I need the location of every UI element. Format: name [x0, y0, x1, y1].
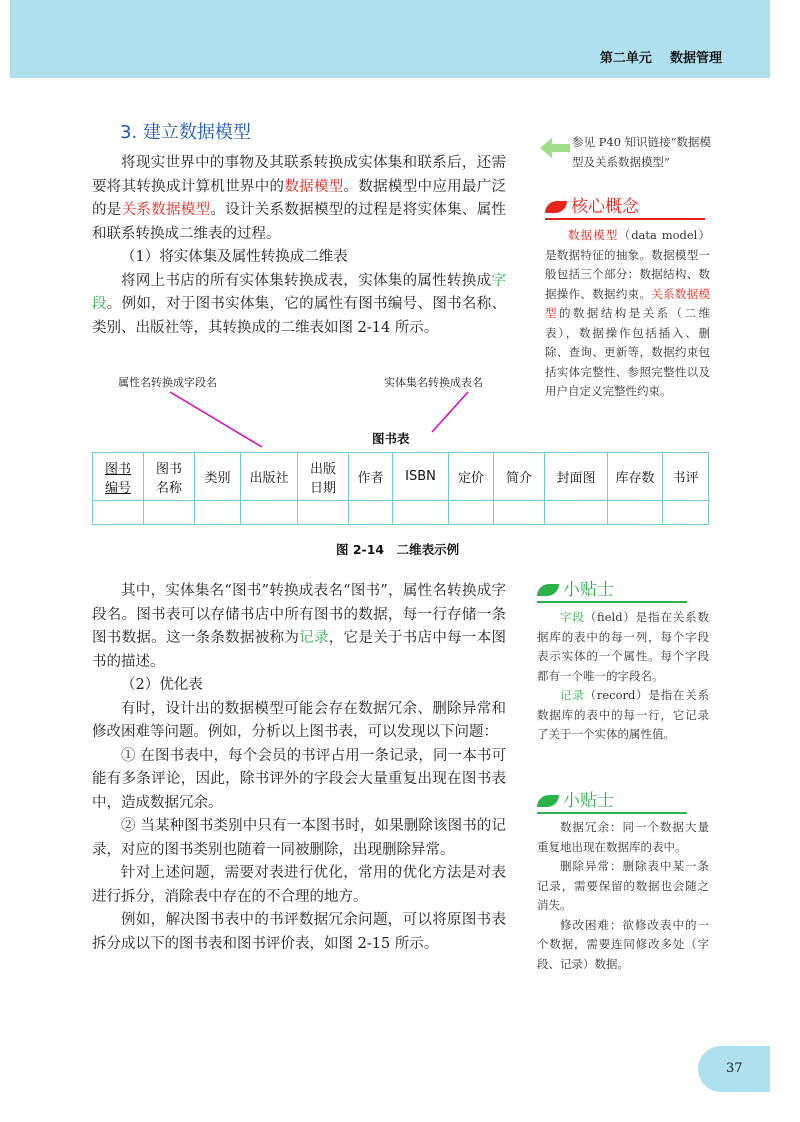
- tip-title-2: 小贴士: [563, 791, 614, 811]
- subheading-1: （1）将实体集及属性转换成二维表: [121, 249, 348, 265]
- header-cell-price: 定价: [449, 453, 494, 501]
- header-cell-publisher: 出版社: [241, 453, 298, 501]
- table-name-label: 图书表: [372, 431, 410, 446]
- callout-table-name: 实体集名转换成表名: [384, 376, 483, 389]
- page-number-tab: [698, 1046, 770, 1092]
- core-term-relational-model: 关系数据模型: [545, 286, 711, 320]
- tip-body-2: [537, 818, 709, 974]
- tip2-update-difficulty: 修改困难：欲修改表中的一个数据，需要连同修改多处（字段、记录）数据。: [537, 917, 709, 971]
- pointer-lines: [0, 0, 800, 460]
- tip-term-record: 记录: [560, 688, 585, 702]
- paragraph-6: ② 当某种图书类别中只有一本图书时，如果删除该图书的记录，对应的图书类别也随着一同被删除，出现删除异常。: [92, 818, 506, 858]
- book-table: [92, 452, 709, 525]
- pointer-line-right: [432, 392, 468, 432]
- header-cell-book-id: 图书 编号: [93, 453, 144, 501]
- header-cell-stock: 库存数: [608, 453, 663, 501]
- header-cell-book-name: 图书 名称: [144, 453, 195, 501]
- figure-caption: 图 2-14 二维表示例: [336, 542, 460, 557]
- tip2-delete-anomaly: 删除异常：删除表中某一条记录，需要保留的数据也会随之消失。: [537, 859, 709, 912]
- paragraph-5: ① 在图书表中，每个会员的书评占用一条记录，同一本书可能有多条评论，因此，除书评外的字段会大量重复出现在图书表中，造成数据冗余。: [92, 747, 506, 811]
- header-unit: 第二单元: [599, 51, 652, 66]
- subheading-2: （2）优化表: [121, 677, 203, 693]
- header-cell-review: 书评: [663, 453, 709, 501]
- header-cell-isbn: ISBN: [393, 453, 449, 501]
- core-concept-body: 数据模型（data model）是数据特征的抽象。数据模型一般包括三个部分：数据结构、数据操作、数据约束。关系数据模型的数据结构是关系（二维表），数据操作包括插入、删除、查询、更新等，数据约束包括实体完整性、参照完整性以及用户自定义完整性约束。: [545, 228, 711, 398]
- term-data-model: 数据模型: [284, 178, 344, 195]
- paragraph-1: 将现实世界中的事物及其联系转换成实体集和联系后，还需要将其转换成计算机世界中的数据模型。数据模型中应用最广泛的是关系数据模型。设计关系数据模型的过程是将实体集、属性和联系转换成二维表的过程。: [92, 155, 507, 242]
- term-relational-model: 关系数据模型: [121, 202, 211, 218]
- main-column-bottom: [92, 580, 506, 956]
- callout-field-name: 属性名转换成字段名: [118, 376, 217, 389]
- tip-badge-1: [537, 575, 614, 600]
- paragraph-2: 将网上书店的所有实体集转换成表，实体集的属性转换成字段。例如，对于图书实体集，它的属性有图书编号、图书名称、类别、出版社等，其转换成的二维表如图 2-14 所示。: [92, 272, 506, 336]
- tip-body-1: 字段（field）是指在关系数据库的表中的每一列，每个字段表示实体的一个属性。每个字段都有一个唯一的字段名。 记录（record）是指在关系数据库的表中的每一行，它记录了关于一个实体的属性值。: [537, 610, 710, 741]
- header-cell-category: 类别: [195, 453, 241, 501]
- paragraph-7: 针对上述问题，需要对表进行优化，常用的优化方法是对表进行拆分，消除表中存在的不合理的地方。: [92, 865, 506, 905]
- term-field: 字段: [92, 272, 506, 312]
- pointer-line-left: [170, 392, 262, 447]
- table-header-row: [93, 453, 709, 501]
- leaf-icon: [537, 795, 559, 807]
- paragraph-3: 其中，实体集名“图书”转换成表名“图书”，属性名转换成字段名。图书表可以存储书店中所有图书的数据，每一行存储一条图书数据。这一条条数据被称为记录，它是关于书店中每一本图书的描述。: [92, 583, 507, 670]
- header-topic: 数据管理: [669, 51, 722, 66]
- paragraph-8: 例如，解决图书表中的书评数据冗余问题，可以将原图书表拆分成以下的图书表和图书评价表，如图 2-15 所示。: [92, 912, 506, 952]
- core-concept-title: 核心概念: [571, 197, 639, 217]
- leaf-icon: [537, 584, 559, 596]
- tip-badge-2: [537, 786, 614, 811]
- header-cell-author: 作者: [349, 453, 393, 501]
- tip-term-field: 字段: [560, 610, 585, 624]
- section-title: 3. 建立数据模型: [120, 122, 251, 143]
- core-term-data-model: 数据模型: [568, 228, 619, 242]
- table-empty-row: [93, 501, 709, 525]
- header-cell-pub-date: 出版 日期: [298, 453, 349, 501]
- header-cell-cover: 封面图: [545, 453, 608, 501]
- tip-title-1: 小贴士: [563, 580, 614, 600]
- page-number: 37: [726, 1061, 743, 1076]
- paragraph-4: 有时，设计出的数据模型可能会存在数据冗余、删除异常和修改困难等问题。例如，分析以上图书表，可以发现以下问题：: [92, 700, 506, 740]
- header-cell-summary: 简介: [494, 453, 545, 501]
- tip2-redundancy: 数据冗余：同一个数据大量重复地出现在数据库的表中。: [537, 820, 709, 854]
- term-record: 记录: [299, 630, 329, 646]
- sidebar-reference: 参见 P40 知识链接“数据模型及关系数据模型”: [572, 135, 712, 169]
